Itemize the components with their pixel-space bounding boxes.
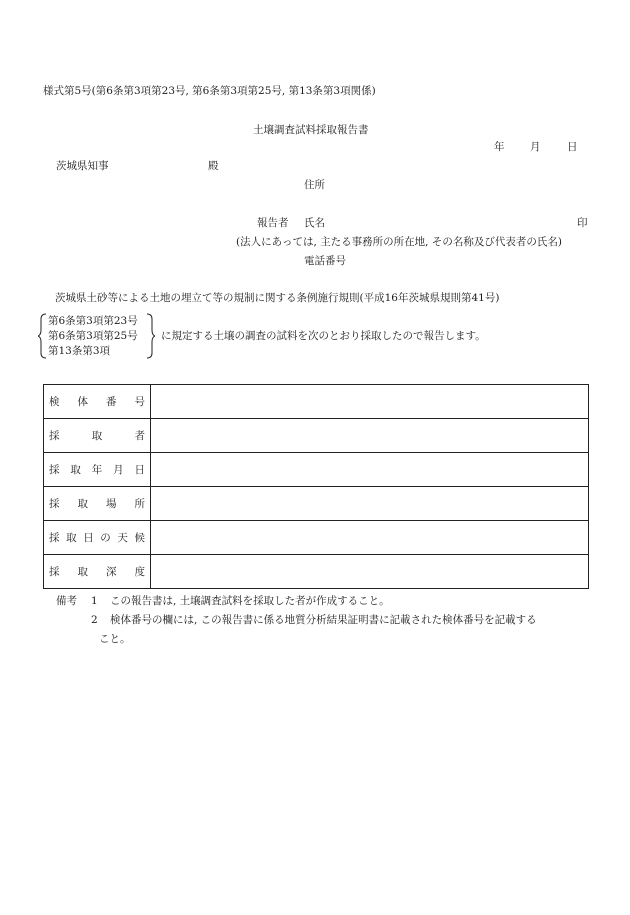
table-row <box>44 419 589 453</box>
corporation-note: (法人にあっては, 主たる事務所の所在地, その名称及び代表者の氏名) <box>236 236 562 248</box>
date-day: 日 <box>567 141 578 153</box>
row-value-collection-site[interactable] <box>151 487 589 521</box>
table-row <box>44 521 589 555</box>
row-label-collection-date: 採取年月日 <box>44 453 151 487</box>
table-row <box>44 487 589 521</box>
row-value-collection-date[interactable] <box>151 453 589 487</box>
remark-1-text: この報告書は, 土壌調査試料を採取した者が作成すること。 <box>110 595 390 607</box>
date-year: 年 <box>494 141 505 153</box>
row-label-collection-site: 採取場所 <box>44 487 151 521</box>
table-row <box>44 555 589 589</box>
brace-item-2: 第6条第3項第25号 <box>48 330 138 342</box>
row-label-collector: 採取者 <box>44 419 151 453</box>
row-label-weather: 採取日の天候 <box>44 521 151 555</box>
remark-1-number: 1 <box>91 595 98 607</box>
row-value-depth[interactable] <box>151 555 589 589</box>
brace-item-1: 第6条第3項第23号 <box>48 315 138 327</box>
remarks-heading: 備考 <box>56 595 77 607</box>
row-label-depth: 採取深度 <box>44 555 151 589</box>
row-label-sample-number: 検体番号 <box>44 385 151 419</box>
table-row <box>44 453 589 487</box>
remark-2-continuation: こと。 <box>99 633 131 645</box>
seal-mark: 印 <box>577 217 588 229</box>
row-value-sample-number[interactable] <box>151 385 589 419</box>
table-row <box>44 385 589 419</box>
addressee-name: 茨城県知事 <box>56 160 109 172</box>
row-value-weather[interactable] <box>151 521 589 555</box>
name-label: 氏名 <box>304 217 325 229</box>
brace-item-3: 第13条第3項 <box>48 345 111 357</box>
phone-label: 電話番号 <box>304 255 346 267</box>
date-month: 月 <box>530 141 541 153</box>
reporter-label: 報告者 <box>257 217 289 229</box>
form-number: 様式第5号(第6条第3項第23号, 第6条第3項第25号, 第13条第3項関係) <box>43 85 376 97</box>
document-title: 土壌調査試料採取報告書 <box>253 124 369 136</box>
row-value-collector[interactable] <box>151 419 589 453</box>
sample-table <box>43 384 589 589</box>
address-label: 住所 <box>304 179 325 191</box>
brace-suffix-text: に規定する土壌の調査の試料を次のとおり採取したので報告します。 <box>161 330 486 342</box>
regulation-text: 茨城県土砂等による土地の埋立て等の規制に関する条例施行規則(平成16年茨城県規則第41号) <box>55 292 500 304</box>
addressee-honorific: 殿 <box>208 160 219 172</box>
remark-2-text: 検体番号の欄には, この報告書に係る地質分析結果証明書に記載された検体番号を記載する <box>110 614 537 626</box>
remark-2-number: 2 <box>91 614 98 626</box>
